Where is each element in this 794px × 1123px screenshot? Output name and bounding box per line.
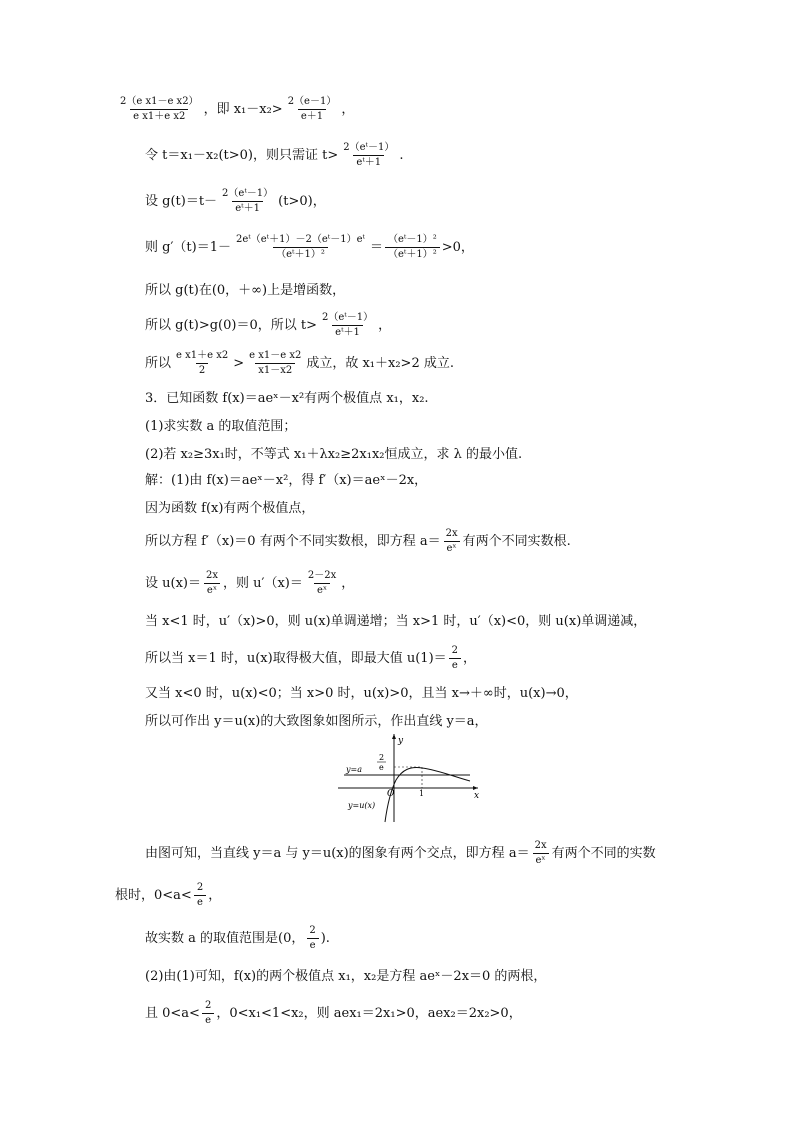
line-11: 解：(1)由 f(x)＝aeˣ－x²，得 f′（x)＝aeˣ－2x， bbox=[145, 473, 428, 488]
fraction: $\frac{2x}{\text{eˣ}}$ bbox=[203, 570, 221, 597]
line-7: 所以 $\frac{\text{e x1＋e x2}}{2}$ > $\frac{\text{e x1－e x2}}{x1-x2}$ 成立，故 x₁＋x₂>2 成立. bbox=[145, 350, 454, 376]
line-17: 又当 x<0 时，u(x)<0；当 x>0 时，u(x)>0，且当 x→＋∞时，u(x)→0， bbox=[145, 686, 578, 701]
fraction: $\frac{\text{2（eᵗ－1）}}{\text{eᵗ＋1}}$ bbox=[222, 188, 274, 214]
line-23: 且 0<a< $\frac{2}{e}$ ，0<x₁<1<x₂，则 aex₁＝2x₁>0，aex₂＝2x₂>0， bbox=[145, 1000, 522, 1026]
line-19: 由图可知，当直线 y＝a 与 y＝u(x)的图象有两个交点，即方程 a＝ $\frac{2x}{\text{eˣ}}$ 有两个不同的实数 bbox=[145, 840, 656, 866]
peak-denominator: e bbox=[379, 763, 384, 772]
origin-label: O bbox=[387, 789, 395, 799]
line-8: 3．已知函数 f(x)＝aeˣ－x²有两个极值点 x₁，x₂. bbox=[145, 391, 429, 406]
fraction: $\frac{2x}{\text{eˣ}}$ bbox=[443, 528, 461, 555]
line-6: 所以 g(t)>g(0)＝0，所以 t> $\frac{\text{2（eᵗ－1）}}{\text{eᵗ＋1}}$ ， bbox=[145, 312, 392, 338]
fraction: $\frac{2}{e}$ bbox=[306, 925, 318, 952]
fraction: $\frac{2x}{\text{eˣ}}$ bbox=[532, 840, 550, 867]
peak-numerator: 2 bbox=[379, 753, 385, 762]
fraction: $\frac{2(e-1)}{e+1}$ bbox=[287, 96, 337, 122]
fraction: $\frac{\text{（eᵗ－1）²}}{\text{（eᵗ＋1）²}}$ bbox=[385, 234, 440, 261]
fraction: $\frac{2}{e}$ bbox=[194, 882, 206, 909]
fraction: $\frac{\text{e x1－e x2}}{x1-x2}$ bbox=[249, 350, 302, 376]
line-22: (2)由(1)可知，f(x)的两个极值点 x₁，x₂是方程 aeˣ－2x＝0 的两根， bbox=[145, 969, 547, 984]
line-2: 令 t＝x₁－x₂(t>0)，则只需证 t> $\frac{\text{2（eᵗ－1）}}{\text{eᵗ＋1}}$ . bbox=[145, 142, 404, 168]
fraction: $\frac{\text{2（e x1－e x2）}}{\text{e x1＋e x2}}$ bbox=[120, 96, 199, 122]
function-graph bbox=[330, 730, 490, 826]
line-16: 所以当 x＝1 时，u(x)取得极大值，即最大值 u(1)＝ $\frac{2}{e}$ ， bbox=[145, 645, 477, 671]
fraction: $\frac{\text{2eᵗ（eᵗ＋1）－2（eᵗ－1）eᵗ}}{\text{（eᵗ＋1）²}}$ bbox=[235, 234, 365, 260]
fraction: $\frac{2}{e}$ bbox=[202, 1000, 214, 1027]
x-axis-label: x bbox=[474, 791, 480, 801]
line-5: 所以 g(t)在(0，＋∞)上是增函数， bbox=[145, 283, 346, 298]
y-axis-arrow bbox=[392, 734, 396, 739]
line-1: $\frac{\text{2（e x1－e x2）}}{\text{e x1＋e x2}}$ ，即 x₁－x₂> $\frac{2(e-1)}{e+1}$ ， bbox=[115, 96, 354, 123]
tick-label-one: 1 bbox=[419, 789, 425, 798]
line-20: 根时，0<a< $\frac{2}{e}$ ， bbox=[115, 882, 222, 908]
line-10: (2)若 x₂≥3x₁时，不等式 x₁＋λx₂≥2x₁x₂恒成立，求 λ 的最小值. bbox=[145, 447, 523, 462]
fraction: $\frac{2-2x}{\text{eˣ}}$ bbox=[307, 570, 337, 596]
line-9: (1)求实数 a 的取值范围； bbox=[145, 419, 297, 434]
line-label: y=a bbox=[346, 765, 362, 774]
fraction: $\frac{\text{2（eᵗ－1）}}{\text{eᵗ＋1}}$ bbox=[343, 142, 395, 168]
fraction: $\frac{2}{e}$ bbox=[449, 645, 461, 672]
y-axis-label: y bbox=[398, 736, 404, 746]
line-3: 设 g(t)＝t－ $\frac{\text{2（eᵗ－1）}}{\text{eᵗ＋1}}$ (t>0)， bbox=[145, 188, 326, 214]
line-14: 设 u(x)＝ $\frac{2x}{\text{eˣ}}$ ，则 u′（x)＝ $\frac{2-2x}{\text{eˣ}}$ ， bbox=[145, 570, 355, 596]
line-15: 当 x<1 时，u′（x)>0，则 u(x)单调递增；当 x>1 时，u′（x)<0，则 u(x)单调递减， bbox=[145, 614, 647, 629]
line-12: 因为函数 f(x)有两个极值点， bbox=[145, 501, 315, 516]
fraction: $\frac{\text{e x1＋e x2}}{2}$ bbox=[176, 350, 229, 376]
line-18: 所以可作出 y＝u(x)的大致图象如图所示，作出直线 y＝a， bbox=[145, 714, 488, 729]
line-4: 则 g′（t)＝1－ $\frac{\text{2eᵗ（eᵗ＋1）－2（eᵗ－1）eᵗ}}{\text{（eᵗ＋1）²}}$ ＝ $\frac{\text{（eᵗ－1）²}}{\text{（eᵗ＋1）²}}$ >0， bbox=[145, 234, 474, 260]
fraction: $\frac{\text{2（eᵗ－1）}}{\text{eᵗ＋1}}$ bbox=[321, 312, 374, 338]
line-21: 故实数 a 的取值范围是(0， $\frac{2}{e}$ ). bbox=[145, 925, 330, 951]
curve-label: y=u(x) bbox=[348, 801, 376, 810]
curve-u bbox=[385, 768, 470, 823]
x-axis-arrow bbox=[473, 786, 478, 790]
line-13: 所以方程 f′（x)＝0 有两个不同实数根，即方程 a＝ $\frac{2x}{\text{eˣ}}$ 有两个不同实数根. bbox=[145, 528, 571, 554]
